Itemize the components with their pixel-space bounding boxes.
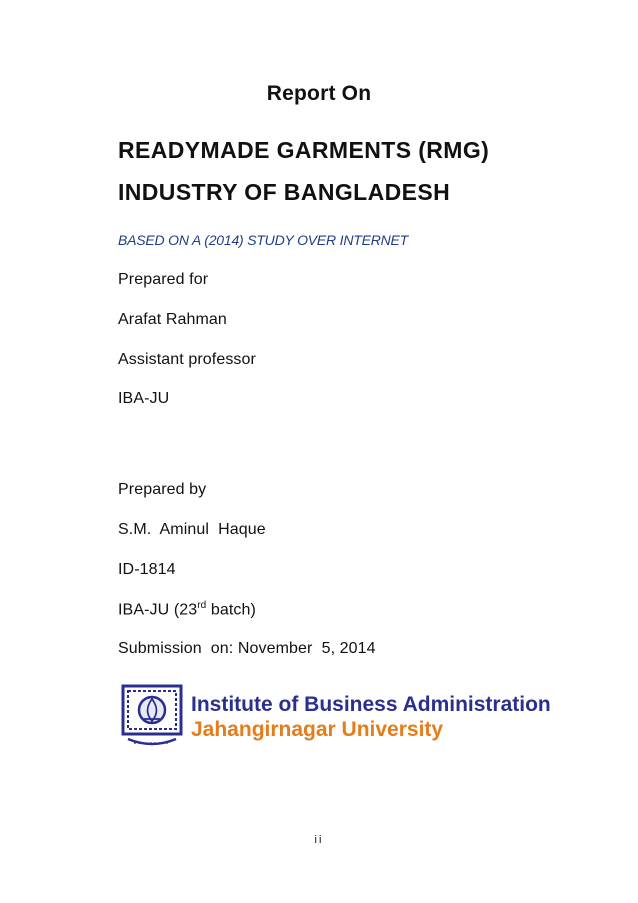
logo-institute-name: Institute of Business Administration <box>191 693 551 716</box>
report-subtitle: BASED ON A (2014) STUDY OVER INTERNET <box>118 232 409 248</box>
batch-ordinal-suffix: rd <box>197 600 207 611</box>
prepared-for-institution: IBA-JU <box>118 390 170 407</box>
logo-university-name: Jahangirnagar University <box>191 718 444 741</box>
batch-suffix: batch) <box>206 601 256 619</box>
prepared-by-label: Prepared by <box>118 481 207 498</box>
report-heading: Report On <box>266 82 372 105</box>
university-seal-icon <box>120 683 184 751</box>
prepared-for-name: Arafat Rahman <box>118 311 227 328</box>
prepared-for-label: Prepared for <box>118 271 209 288</box>
report-title-line-2: INDUSTRY OF BANGLADESH <box>118 179 451 205</box>
student-id: ID-1814 <box>118 561 176 578</box>
student-batch <box>118 600 256 619</box>
report-title-line-1: READYMADE GARMENTS (RMG) <box>118 137 490 163</box>
institute-logo <box>120 683 551 753</box>
prepared-by-name: S.M. Aminul Haque <box>118 521 266 538</box>
prepared-for-designation: Assistant professor <box>118 351 256 368</box>
batch-prefix: IBA-JU (23 <box>118 601 198 619</box>
submission-date: Submission on: November 5, 2014 <box>118 640 376 657</box>
page-number: ii <box>314 834 324 846</box>
